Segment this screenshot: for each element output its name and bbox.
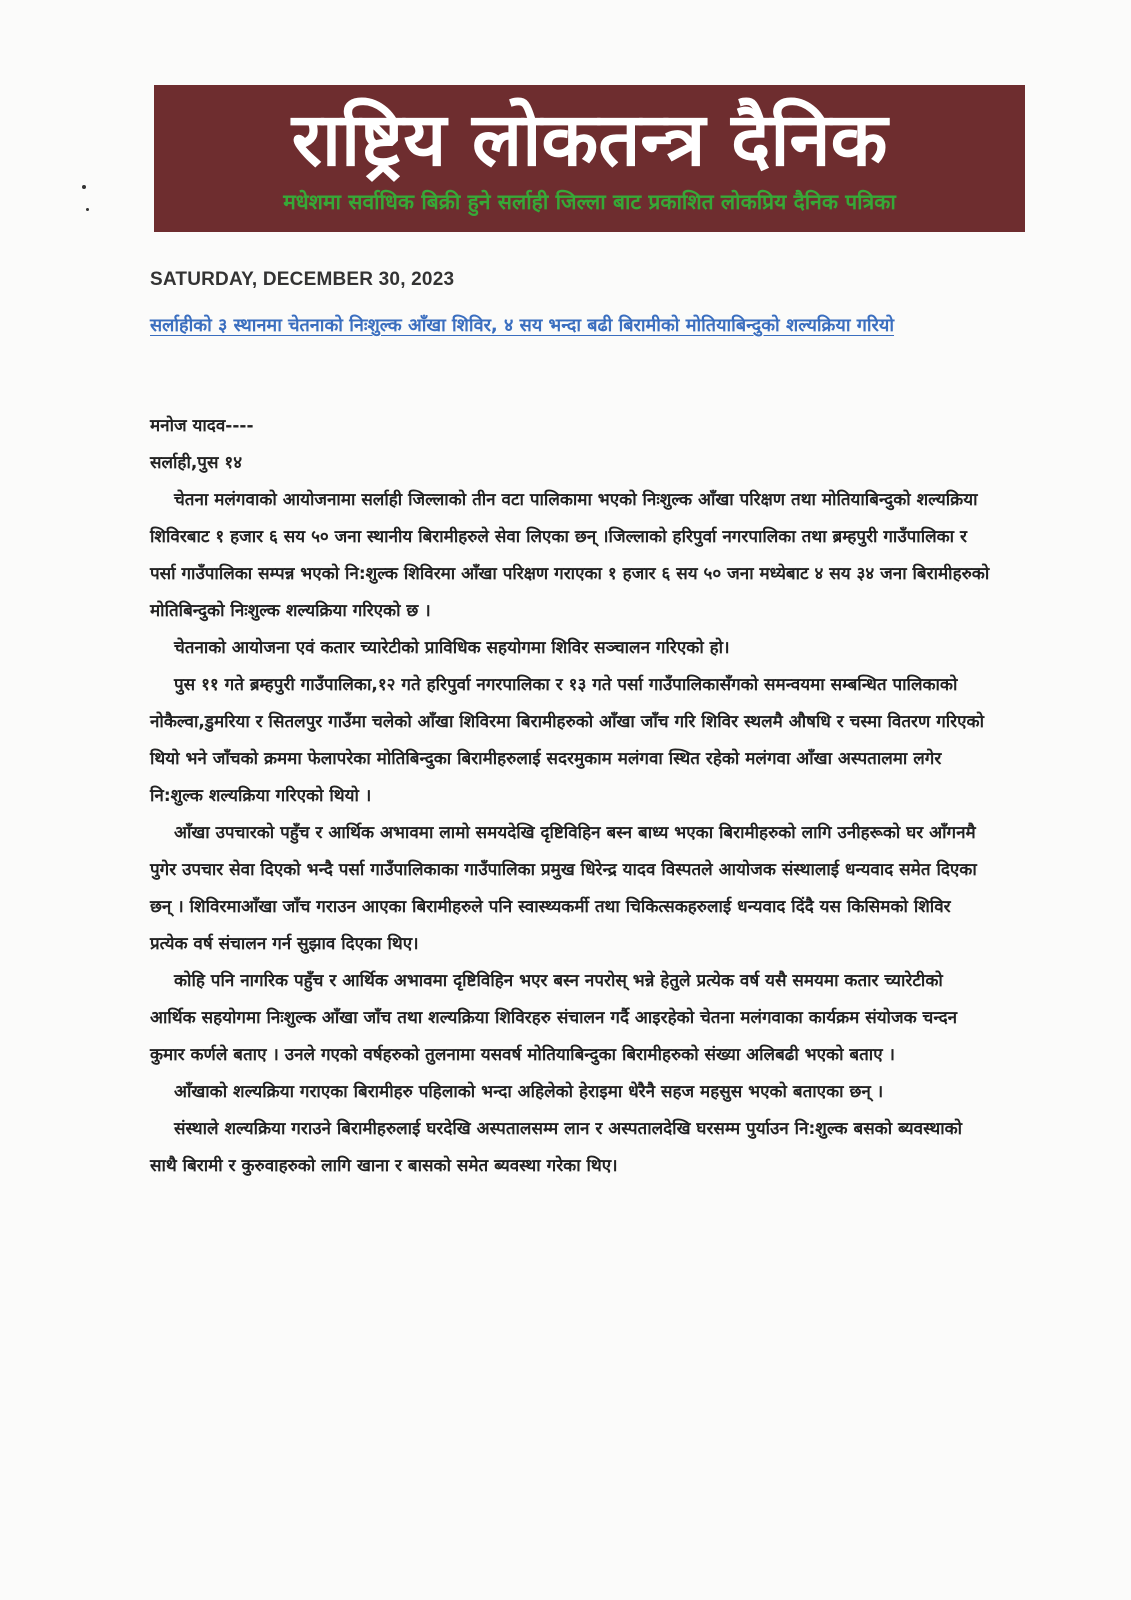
article-paragraph: आँखा उपचारको पहुँच र आर्थिक अभावमा लामो समयदेखि दृष्टिविहिन बस्न बाध्य भएका बिरामीहरुको लागि उनीहरूको घर आँगनमै पुगेर उपचार सेवा दिएको भन्दै पर्सा गाउँपालिकाका गाउँपालिका प्रमुख धिरेन्द्र यादव विस्पतले आयोजक संस्थालाई धन्यवाद समेत दिएका छन् । शिविरमाआँखा जाँच गराउन आएका बिरामीहरुले पनि स्वास्थ्यकर्मी तथा चिकित्सकहरुलाई धन्यवाद दिंदै यस किसिमको शिविर प्रत्येक वर्ष संचालन गर्न सुझाव दिएका थिए। <box>150 823 977 954</box>
post-date: SATURDAY, DECEMBER 30, 2023 <box>150 269 455 290</box>
article-paragraph: पुस ११ गते ब्रम्हपुरी गाउँपालिका,१२ गते हरिपुर्वा नगरपालिका र १३ गते पर्सा गाउँपालिकासँगको समन्वयमा सम्बन्धित पालिकाको नोकैल्वा,डुमरिया र सितलपुर गाउँमा चलेको आँखा शिविरमा बिरामीहरुको आँखा जाँच गरि शिविर स्थलमै औषधि र चस्मा वितरण गरिएको थियो भने जाँचको क्रममा फेलापरेका मोतिबिन्दुका बिरामीहरुलाई सदरमुकाम मलंगवा स्थित रहेको मलंगवा आँखा अस्पतालमा लगेर नि:शुल्क शल्यक्रिया गरिएको थियो । <box>150 675 984 806</box>
article-paragraph: चेतनाको आयोजना एवं कतार च्यारेटीको प्राविधिक सहयोगमा शिविर सञ्चालन गरिएको हो। <box>174 638 730 658</box>
scan-speck <box>82 185 86 189</box>
newspaper-masthead <box>154 85 1025 232</box>
article-paragraph: चेतना मलंगवाको आयोजनामा सर्लाही जिल्लाको तीन वटा पालिकामा भएको निःशुल्क आँखा परिक्षण तथा मोतियाबिन्दुको शल्यक्रिया शिविरबाट १ हजार ६ सय ५० जना स्थानीय बिरामीहरुले सेवा लिएका छन् ।जिल्लाको हरिपुर्वा नगरपालिका तथा ब्रम्हपुरी गाउँपालिका र पर्सा गाउँपालिका सम्पन्न भएको नि:शुल्क शिविरमा आँखा परिक्षण गराएका १ हजार ६ सय ५० जना मध्येबाट ४ सय ३४ जना बिरामीहरुको मोतिबिन्दुको निःशुल्क शल्यक्रिया गरिएको छ । <box>150 490 990 621</box>
article-byline: मनोज यादव---- <box>150 416 254 436</box>
article-headline-link[interactable]: सर्लाहीको ३ स्थानमा चेतनाको निःशुल्क आँखा शिविर, ४ सय भन्दा बढी बिरामीको मोतियाबिन्दुको शल्यक्रिया गरियो <box>150 315 895 336</box>
masthead-title: राष्ट्रिय लोकतन्त्र दैनिक <box>291 97 888 183</box>
article-body <box>150 408 992 1185</box>
article-paragraph: आँखाको शल्यक्रिया गराएका बिरामीहरु पहिलाको भन्दा अहिलेको हेराइमा धेरैनै सहज महसुस भएको बताएका छन् । <box>174 1082 884 1102</box>
article-dateline: सर्लाही,पुस १४ <box>150 453 243 473</box>
article-paragraph: कोहि पनि नागरिक पहुँच र आर्थिक अभावमा दृष्टिविहिन भएर बस्न नपरोस् भन्ने हेतुले प्रत्येक वर्ष यसै समयमा कतार च्यारेटीको आर्थिक सहयोगमा निःशुल्क आँखा जाँच तथा शल्यक्रिया शिविरहरु संचालन गर्दै आइरहेको चेतना मलंगवाका कार्यक्रम संयोजक चन्दन कुमार कर्णले बताए । उनले गएको वर्षहरुको तुलनामा यसवर्ष मोतियाबिन्दुका बिरामीहरुको संख्या अलिबढी भएको बताए । <box>150 971 958 1065</box>
masthead-tagline: मधेशमा सर्वाधिक बिक्री हुने सर्लाही जिल्ला बाट प्रकाशित लोकप्रिय दैनिक पत्रिका <box>283 190 896 214</box>
scan-speck <box>86 208 89 211</box>
article-paragraph: संस्थाले शल्यक्रिया गराउने बिरामीहरुलाई घरदेखि अस्पतालसम्म लान र अस्पतालदेखि घरसम्म पुर्याउन नि:शुल्क बसको ब्यवस्थाको साथै बिरामी र कुरुवाहरुको लागि खाना र बासको समेत ब्यवस्था गरेका थिए। <box>150 1119 963 1176</box>
